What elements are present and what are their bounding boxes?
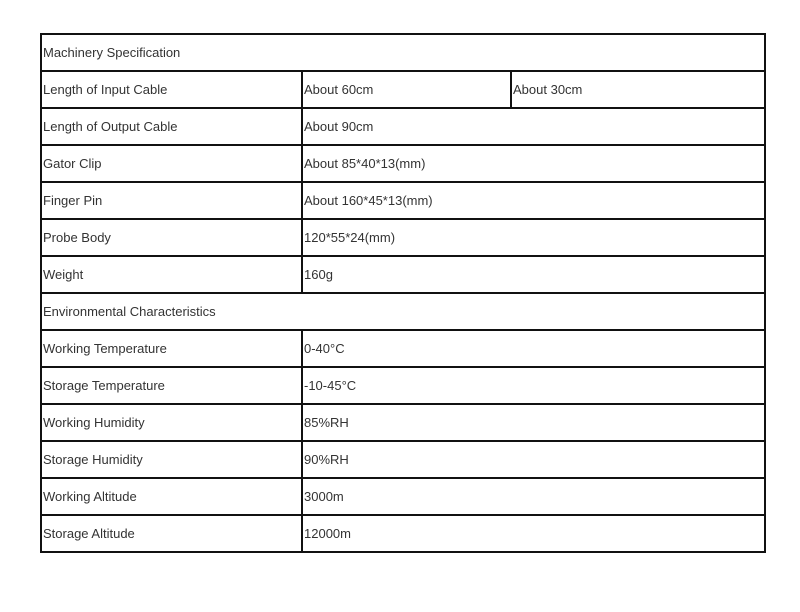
spec-label: Weight — [41, 256, 302, 293]
table-row — [41, 256, 765, 293]
spec-label: Storage Altitude — [41, 515, 302, 552]
spec-label: Probe Body — [41, 219, 302, 256]
spec-label: Working Temperature — [41, 330, 302, 367]
section-heading: Machinery Specification — [41, 34, 765, 71]
table-row — [41, 515, 765, 552]
spec-value: 3000m — [302, 478, 765, 515]
spec-label: Finger Pin — [41, 182, 302, 219]
section-row-environmental — [41, 293, 765, 330]
spec-value: About 85*40*13(mm) — [302, 145, 765, 182]
spec-label: Working Altitude — [41, 478, 302, 515]
spec-value-alt: About 30cm — [511, 71, 765, 108]
table-row — [41, 145, 765, 182]
table-row — [41, 367, 765, 404]
table-row — [41, 108, 765, 145]
spec-value: About 160*45*13(mm) — [302, 182, 765, 219]
spec-value: About 60cm — [302, 71, 511, 108]
table-row — [41, 441, 765, 478]
spec-label: Length of Output Cable — [41, 108, 302, 145]
table-row — [41, 404, 765, 441]
spec-value: 0-40°C — [302, 330, 765, 367]
specification-table — [40, 33, 766, 553]
table-row — [41, 478, 765, 515]
section-heading: Environmental Characteristics — [41, 293, 765, 330]
section-row-machinery — [41, 34, 765, 71]
spec-label: Working Humidity — [41, 404, 302, 441]
spec-label: Storage Humidity — [41, 441, 302, 478]
spec-label: Gator Clip — [41, 145, 302, 182]
spec-label: Storage Temperature — [41, 367, 302, 404]
spec-value: 90%RH — [302, 441, 765, 478]
spec-value: 85%RH — [302, 404, 765, 441]
spec-value: 12000m — [302, 515, 765, 552]
spec-value: -10-45°C — [302, 367, 765, 404]
table-row — [41, 219, 765, 256]
table-row — [41, 182, 765, 219]
spec-value: About 90cm — [302, 108, 765, 145]
spec-value: 120*55*24(mm) — [302, 219, 765, 256]
spec-label: Length of Input Cable — [41, 71, 302, 108]
table-row — [41, 330, 765, 367]
spec-value: 160g — [302, 256, 765, 293]
specification-table-body — [41, 34, 765, 552]
table-row — [41, 71, 765, 108]
